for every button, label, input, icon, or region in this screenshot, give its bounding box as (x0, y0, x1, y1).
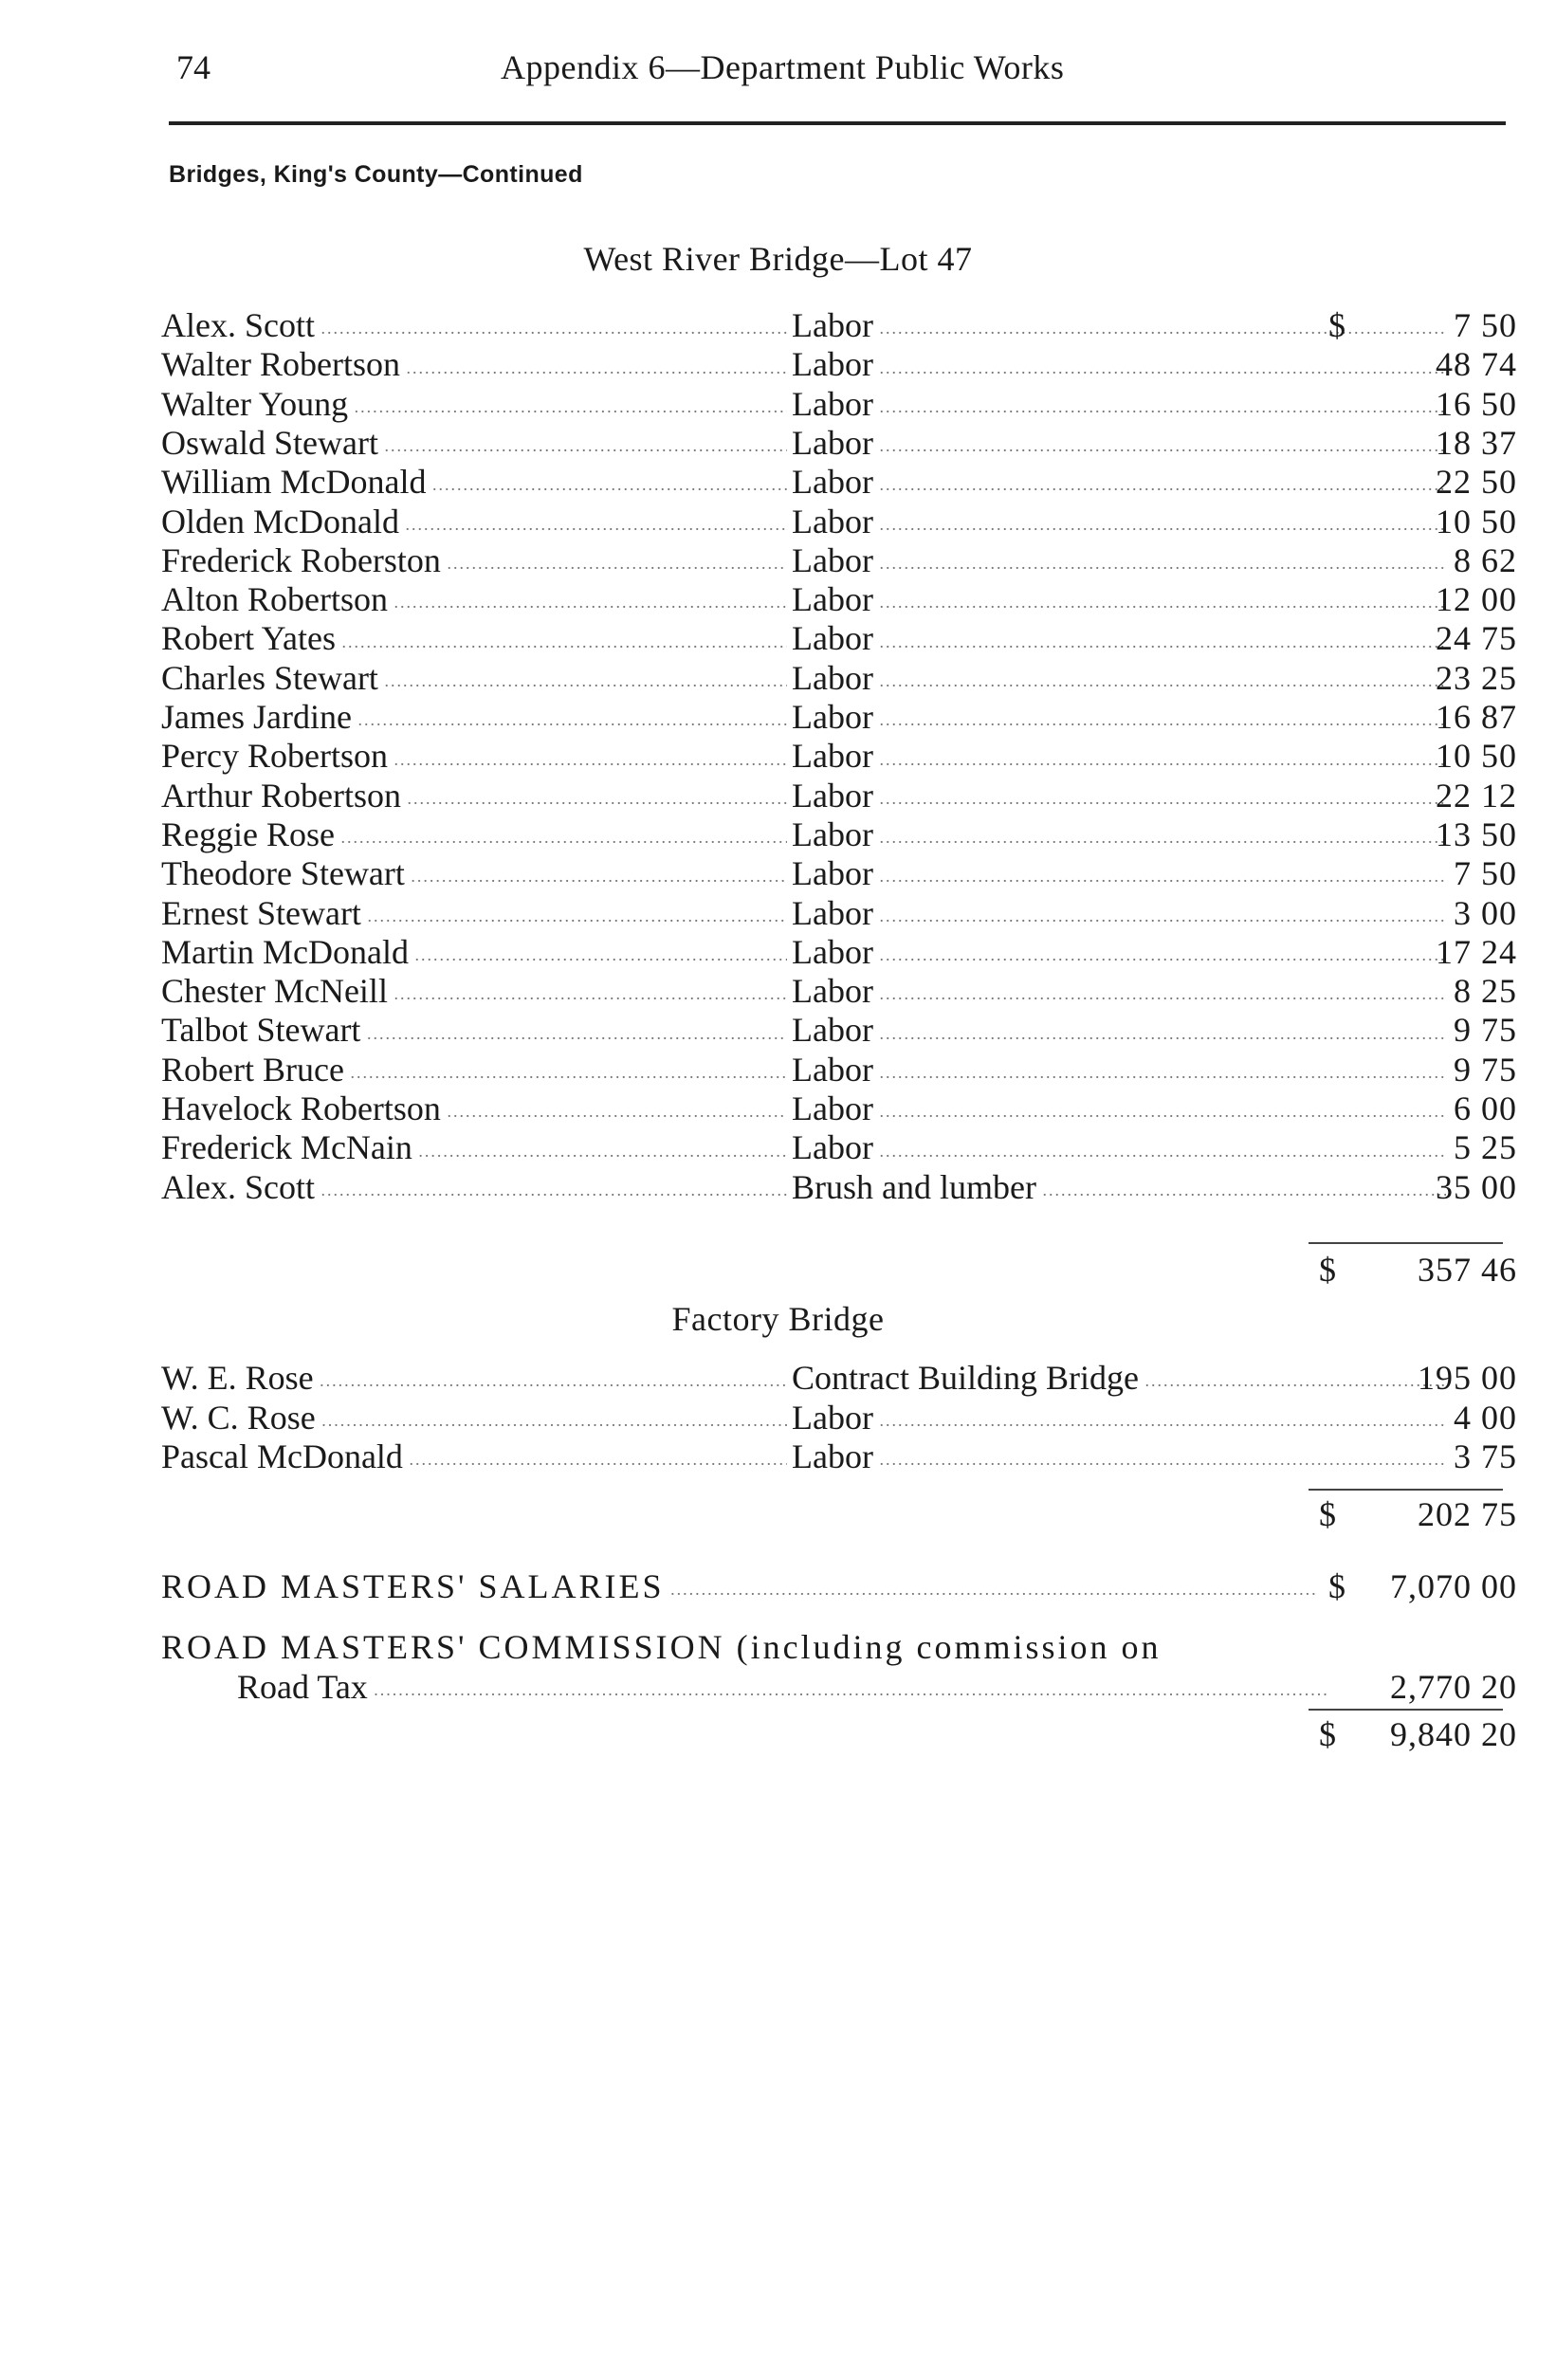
entry-item: Labor ..... (792, 502, 1446, 541)
entry-item: Labor ..... (792, 423, 1446, 463)
entry-amount: 12 00 (1436, 580, 1517, 619)
west-river-bridge-title: West River Bridge—Lot 47 (583, 240, 973, 278)
entry-item: Labor ..... (792, 658, 1446, 698)
entry-amount: 35 00 (1436, 1167, 1517, 1206)
west-river-sum-rule (1309, 1242, 1503, 1244)
entry-item: Labor ..... (792, 971, 1446, 1011)
entry-row (161, 344, 1517, 384)
entry-amount: 7 50 (1454, 306, 1517, 344)
entry-name: Robert Bruce ..... (161, 1050, 787, 1089)
entry-item: Labor ..... (792, 1127, 1446, 1167)
factory-total-row (161, 1494, 1517, 1534)
commission-label-line1: ROAD MASTERS' COMMISSION (including commission on (161, 1628, 1162, 1666)
entry-amount: 48 74 (1436, 345, 1517, 384)
entry-name: Oswald Stewart ..... (161, 423, 787, 463)
factory-total: 202 75 (1418, 1495, 1517, 1533)
grand-total-dollar-sign: $ (1319, 1715, 1336, 1753)
entry-row (161, 776, 1517, 815)
entry-amount: 8 25 (1454, 972, 1517, 1011)
entry-item: Labor ..... (792, 932, 1446, 972)
entry-amount: 3 75 (1454, 1437, 1517, 1475)
entry-item: Labor ..... (792, 776, 1446, 815)
entry-amount: 9 75 (1454, 1050, 1517, 1089)
entry-row (161, 462, 1517, 502)
entry-name: Alex. Scott ..... (161, 1167, 787, 1207)
entry-row (161, 579, 1517, 619)
entry-row (161, 853, 1517, 893)
entry-item: Labor ..... (792, 1010, 1446, 1050)
entry-name: Frederick Roberston ..... (161, 540, 787, 580)
west-river-total-row (161, 1250, 1517, 1290)
commission-amount: 2,770 20 (1390, 1668, 1517, 1706)
grand-total-amount: 9,840 20 (1390, 1715, 1517, 1753)
entry-row (161, 697, 1517, 737)
entry-row (161, 502, 1517, 541)
factory-bridge-title: Factory Bridge (671, 1300, 885, 1338)
entry-amount: 6 00 (1454, 1089, 1517, 1127)
entry-name: Talbot Stewart ..... (161, 1010, 787, 1050)
entry-name: Robert Yates ..... (161, 618, 787, 658)
salaries-amount: 7,070 00 (1390, 1567, 1517, 1605)
grand-total-rule (1309, 1709, 1503, 1711)
entry-amount: 10 50 (1436, 737, 1517, 776)
commission-label-line2: Road Tax ..... (237, 1667, 1327, 1707)
entry-row (161, 1398, 1517, 1437)
entry-row (161, 971, 1517, 1011)
entry-item: Labor ..... (792, 618, 1446, 658)
entry-row (161, 1127, 1517, 1167)
factory-sum-rule (1309, 1489, 1503, 1491)
entry-amount: 22 50 (1436, 463, 1517, 502)
entry-row (161, 658, 1517, 698)
entry-row (161, 540, 1517, 580)
entry-name: Walter Robertson ..... (161, 344, 787, 384)
entry-row (161, 815, 1517, 854)
salaries-label: ROAD MASTERS' SALARIES ..... (161, 1566, 1318, 1606)
entry-amount: 18 37 (1436, 423, 1517, 462)
entry-item: Labor ..... (792, 736, 1446, 776)
running-title: Appendix 6—Department Public Works (501, 48, 1065, 86)
entry-item: Brush and lumber ..... (792, 1167, 1446, 1207)
entry-item: Labor ..... (792, 697, 1446, 737)
entry-row (161, 1358, 1517, 1398)
entry-row (161, 1010, 1517, 1050)
entry-name: Olden McDonald ..... (161, 502, 787, 541)
entry-name: Arthur Robertson ..... (161, 776, 787, 815)
entry-item: Labor ..... (792, 1089, 1446, 1128)
entry-name: Percy Robertson ..... (161, 736, 787, 776)
entry-name: Martin McDonald ..... (161, 932, 787, 972)
page-number: 74 (176, 48, 211, 86)
entry-item: Labor ..... (792, 579, 1446, 619)
salaries-dollar-sign: $ (1328, 1567, 1345, 1605)
entry-row (161, 618, 1517, 658)
entry-name: Alton Robertson ..... (161, 579, 787, 619)
road-masters-commission-row (161, 1627, 1517, 1667)
entry-amount: 13 50 (1436, 815, 1517, 853)
entry-amount: 8 62 (1454, 540, 1517, 579)
entry-row (161, 423, 1517, 463)
entry-name: Alex. Scott ..... (161, 305, 787, 345)
entry-amount: 16 87 (1436, 698, 1517, 736)
entry-item: Labor ..... (792, 1437, 1446, 1476)
entry-name: Chester McNeill ..... (161, 971, 787, 1011)
entry-name: William McDonald ..... (161, 462, 787, 502)
entry-amount: 24 75 (1436, 619, 1517, 658)
grand-total-row (161, 1714, 1517, 1754)
entry-name: W. E. Rose ..... (161, 1358, 787, 1398)
entry-row (161, 1437, 1517, 1476)
entry-item: Contract Building Bridge ..... (792, 1358, 1446, 1398)
entry-item: Labor ..... (792, 815, 1446, 854)
road-tax-row (237, 1667, 1517, 1707)
entry-row (161, 1089, 1517, 1128)
entry-amount: 10 50 (1436, 502, 1517, 540)
west-river-total: 357 46 (1418, 1251, 1517, 1289)
entry-name: Havelock Robertson ..... (161, 1089, 787, 1128)
entry-name: Ernest Stewart ..... (161, 893, 787, 933)
entry-item: Labor ..... (792, 305, 1446, 345)
entry-amount: 5 25 (1454, 1128, 1517, 1167)
entry-amount: 17 24 (1436, 932, 1517, 971)
entry-name: W. C. Rose ..... (161, 1398, 787, 1437)
total-dollar-sign: $ (1319, 1251, 1336, 1289)
entry-item: Labor ..... (792, 1398, 1446, 1437)
continued-subheading: Bridges, King's County—Continued (169, 161, 583, 188)
road-masters-salaries-row (161, 1566, 1517, 1606)
entry-item: Labor ..... (792, 1050, 1446, 1089)
entry-name: Frederick McNain ..... (161, 1127, 787, 1167)
entry-item: Labor ..... (792, 853, 1446, 893)
entry-item: Labor ..... (792, 893, 1446, 933)
entry-item: Labor ..... (792, 540, 1446, 580)
entry-row (161, 736, 1517, 776)
entry-row (161, 384, 1517, 424)
entry-amount: 22 12 (1436, 776, 1517, 815)
entry-name: Theodore Stewart ..... (161, 853, 787, 893)
page-header (169, 47, 1506, 91)
dollar-sign: $ (1328, 306, 1345, 344)
entry-item: Labor ..... (792, 344, 1446, 384)
entry-row (161, 305, 1517, 345)
entry-name: James Jardine ..... (161, 697, 787, 737)
entry-item: Labor ..... (792, 384, 1446, 424)
header-rule (169, 121, 1506, 125)
entry-name: Charles Stewart ..... (161, 658, 787, 698)
entry-name: Pascal McDonald ..... (161, 1437, 787, 1476)
entry-amount: 3 00 (1454, 893, 1517, 932)
entry-amount: 195 00 (1418, 1359, 1517, 1397)
total-dollar-sign: $ (1319, 1495, 1336, 1533)
entry-row (161, 1050, 1517, 1089)
entry-name: Walter Young ..... (161, 384, 787, 424)
entry-name: Reggie Rose ..... (161, 815, 787, 854)
entry-amount: 7 50 (1454, 854, 1517, 893)
entry-row (161, 893, 1517, 933)
entry-amount: 4 00 (1454, 1398, 1517, 1437)
entry-item: Labor ..... (792, 462, 1446, 502)
entry-amount: 23 25 (1436, 658, 1517, 697)
entry-row (161, 1167, 1517, 1207)
entry-amount: 9 75 (1454, 1011, 1517, 1050)
entry-amount: 16 50 (1436, 384, 1517, 423)
entry-row (161, 932, 1517, 972)
